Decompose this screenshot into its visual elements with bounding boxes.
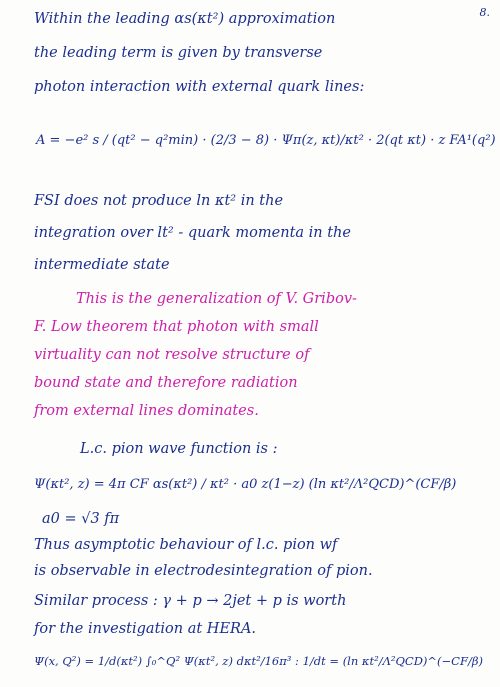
equation-a0: a0 = √3 fπ — [42, 511, 120, 527]
magenta-line-2: F. Low theorem that photon with small — [34, 319, 319, 335]
text-line-3: photon interaction with external quark lines: — [34, 79, 365, 95]
text-line-observable: is observable in electrodesintegration of pion. — [34, 563, 373, 579]
magenta-line-5: from external lines dominates. — [34, 403, 259, 419]
magenta-line-1: This is the generalization of V. Gribov- — [76, 291, 357, 307]
equation-psi-xq2: Ψ(x, Q²) = 1/d(κt²) ∫₀^Q² Ψ(κt², z) dκt²/16π³ : 1/dt = (ln κt²/Λ²QCD)^(−CF/β) — [34, 654, 483, 668]
text-line-hera: for the investigation at HERA. — [34, 621, 257, 637]
text-line-7: intermediate state — [34, 257, 170, 273]
magenta-line-3: virtuality can not resolve structure of — [34, 347, 310, 363]
text-line-5: FSI does not produce ln κt² in the — [34, 193, 284, 209]
magenta-line-4: bound state and therefore radiation — [34, 375, 298, 391]
equation-amplitude: A = −e² s / (qt² − q²min) · (2/3 − 8) · Ψπ(z, κt)/κt² · 2(qt κt) · z FA¹(q²) — [36, 133, 496, 148]
page-number: 8. — [479, 6, 490, 19]
text-line-thus: Thus asymptotic behaviour of l.c. pion wf — [34, 537, 338, 553]
text-line-2: the leading term is given by transverse — [34, 45, 323, 61]
equation-wave-function: Ψ(κt², z) = 4π CF αs(κt²) / κt² · a0 z(1−z) (ln κt²/Λ²QCD)^(CF/β) — [34, 477, 457, 492]
text-line-1: Within the leading αs(κt²) approximation — [34, 11, 336, 27]
text-line-lc-pion: L.c. pion wave function is : — [80, 441, 278, 457]
text-line-6: integration over lt² - quark momenta in the — [34, 225, 351, 241]
text-line-similar: Similar process : γ + p → 2jet + p is worth — [34, 593, 347, 609]
